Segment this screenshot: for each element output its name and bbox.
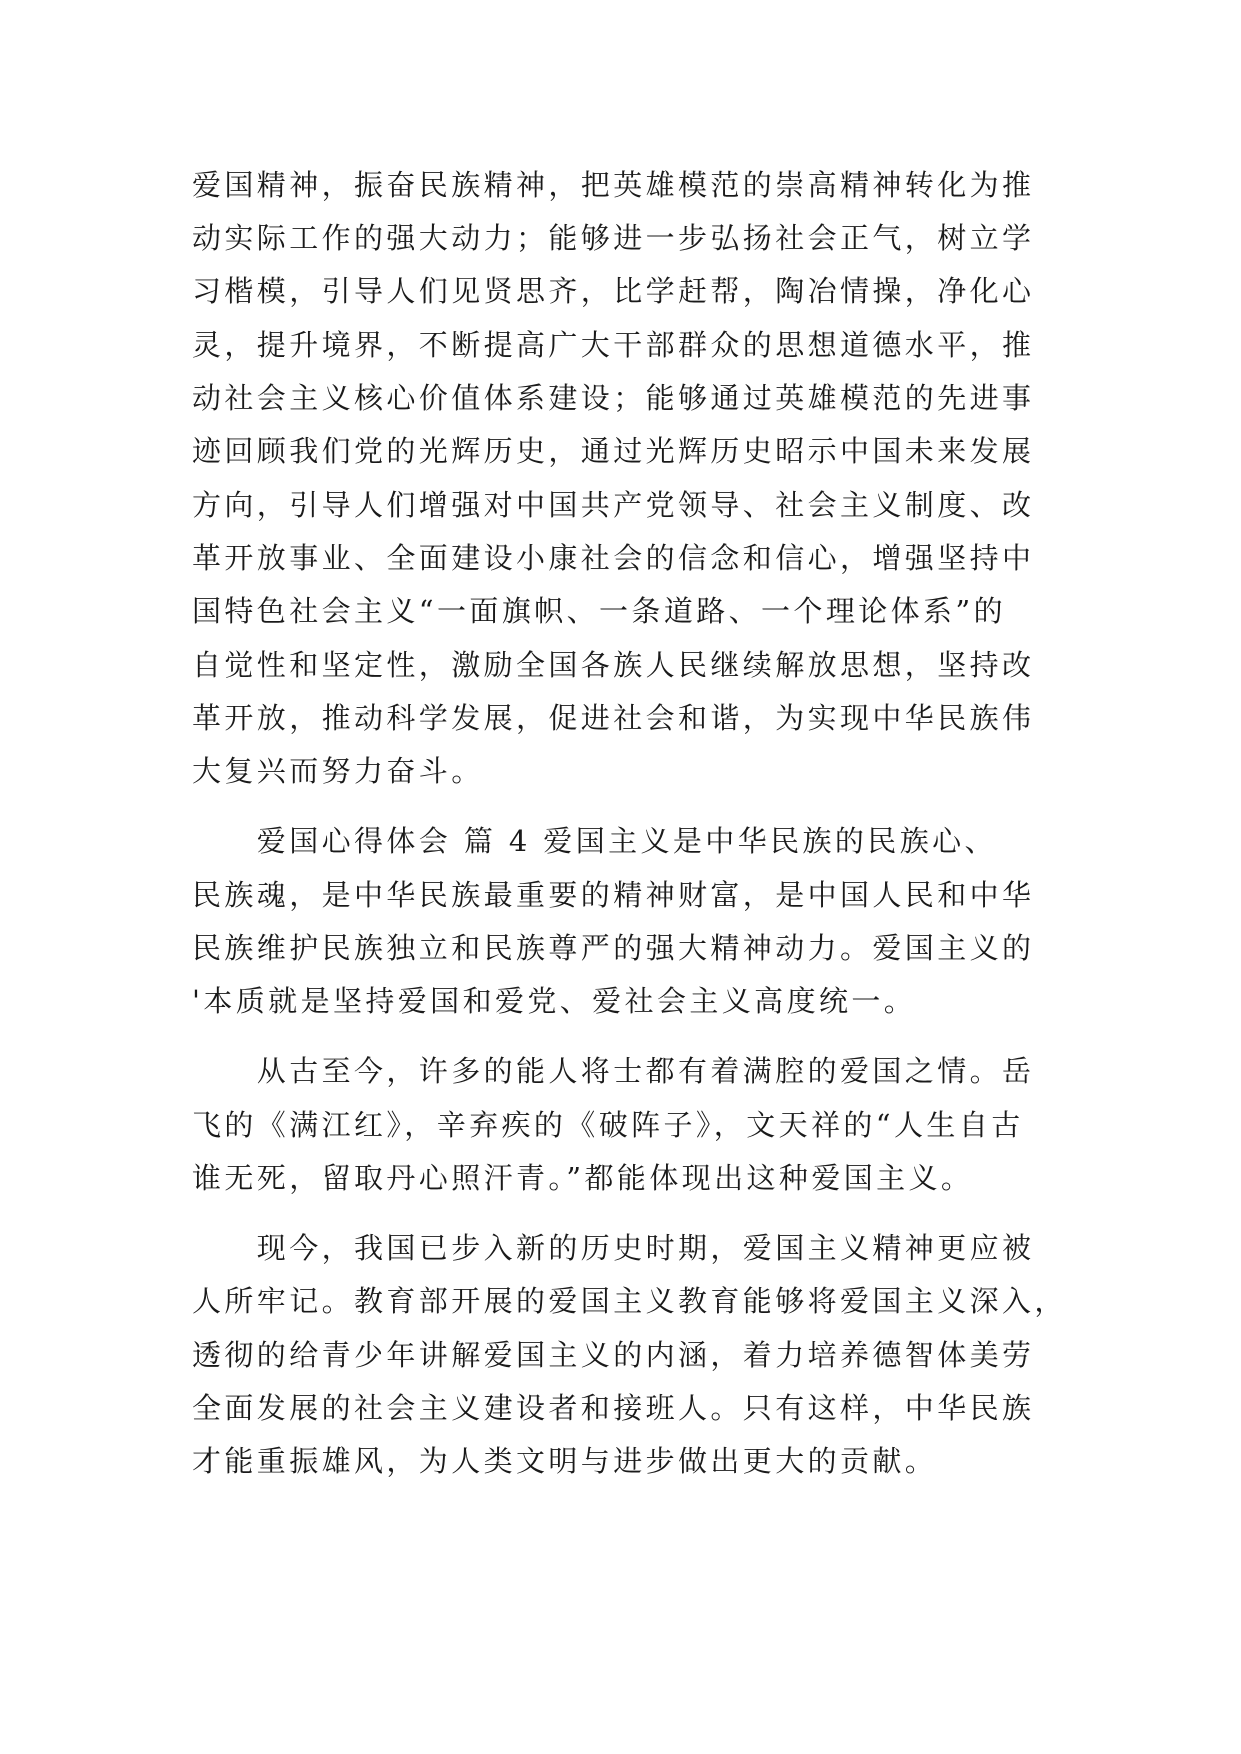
text-line: 民族魂，是中华民族最重要的精神财富，是中国人民和中华 [192,878,1035,912]
text-line: 灵，提升境界，不断提高广大干部群众的思想道德水平，推 [192,328,1035,362]
text-line: 动实际工作的强大动力；能够进一步弘扬社会正气，树立学 [192,221,1035,255]
text-line: 爱国精神，振奋民族精神，把英雄模范的崇高精神转化为推 [192,168,1035,202]
section-heading-line: 爱国心得体会 篇 4 爱国主义是中华民族的民族心、 [192,824,997,858]
text-line: 飞的《满江红》，辛弃疾的《破阵子》，文天祥的“人生自古 [192,1108,1024,1142]
text-line: 方向，引导人们增强对中国共产党领导、社会主义制度、改 [192,488,1035,522]
text-line: 透彻的给青少年讲解爱国主义的内涵，着力培养德智体美劳 [192,1338,1035,1372]
text-line: 自觉性和坚定性，激励全国各族人民继续解放思想，坚持改 [192,648,1035,682]
text-line: 习楷模，引导人们见贤思齐，比学赶帮，陶冶情操，净化心 [192,274,1035,308]
text-line: 民族维护民族独立和民族尊严的强大精神动力。爱国主义的 [192,931,1035,965]
text-line: 全面发展的社会主义建设者和接班人。只有这样，中华民族 [192,1391,1035,1425]
text-line: 现今，我国已步入新的历史时期，爱国主义精神更应被 [192,1231,1035,1265]
text-line: 革开放，推动科学发展，促进社会和谐，为实现中华民族伟 [192,701,1035,735]
text-line: 迹回顾我们党的光辉历史，通过光辉历史昭示中国未来发展 [192,434,1035,468]
text-line: 大复兴而努力奋斗。 [192,754,484,788]
text-line: '本质就是坚持爱国和爱党、爱社会主义高度统一。 [192,984,917,1018]
text-line: 革开放事业、全面建设小康社会的信念和信心，增强坚持中 [192,541,1035,575]
text-line: 从古至今，许多的能人将士都有着满腔的爱国之情。岳 [192,1054,1035,1088]
text-line: 才能重振雄风，为人类文明与进步做出更大的贡献。 [192,1444,938,1478]
text-line: 人所牢记。教育部开展的爱国主义教育能够将爱国主义深入， [192,1284,1067,1318]
text-line: 谁无死，留取丹心照汗青。”都能体现出这种爱国主义。 [192,1161,974,1195]
text-line: 国特色社会主义“一面旗帜、一条道路、一个理论体系”的 [192,594,1007,628]
text-line: 动社会主义核心价值体系建设；能够通过英雄模范的先进事 [192,381,1035,415]
